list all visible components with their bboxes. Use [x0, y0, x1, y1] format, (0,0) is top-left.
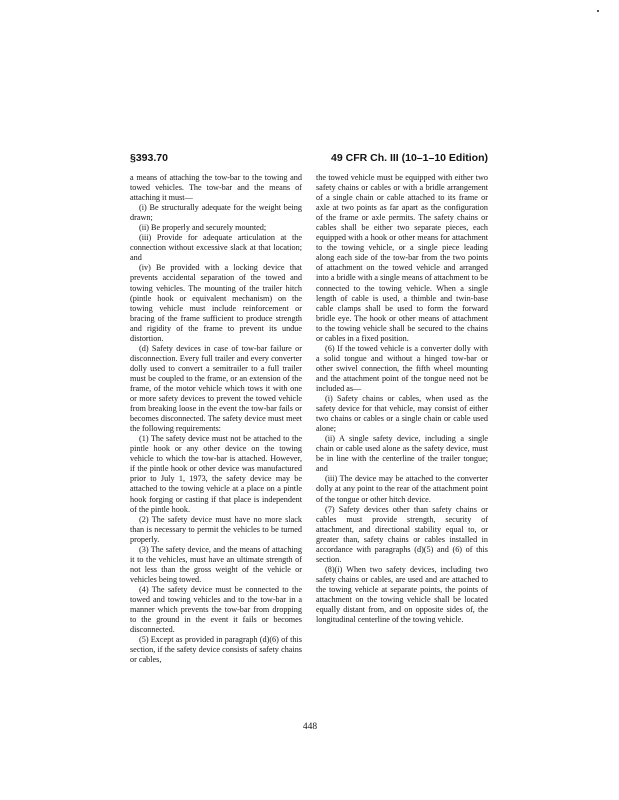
paragraph: (i) Be structurally adequate for the weight being drawn; [130, 203, 302, 223]
page-number: 448 [302, 722, 318, 732]
paragraph: (ii) A single safety device, including a single chain or cable used alone as the safety device, must be in line with the centerline of the trailer tongue; and [316, 434, 488, 474]
running-header [130, 152, 488, 168]
paragraph: (d) Safety devices in case of tow-bar failure or disconnection. Every full trailer and every converter dolly used to convert a semitrailer to a full trailer must be coupled to the frame, or an extension of the frame, of the motor vehicle which tows it with one or more safety devices to prevent the towed vehicle from breaking loose in the event the tow-bar fails or becomes disconnected. The safety device must meet the following requirements: [130, 343, 302, 434]
paragraph: (iv) Be provided with a locking device that prevents accidental separation of the towed and towing vehicles. The mounting of the trailer hitch (pintle hook or equivalent mechanism) on the towing vehicle must include reinforcement or bracing of the frame sufficient to produce strength and rigidity of the frame to prevent its undue distortion. [130, 263, 302, 343]
paragraph: (8)(i) When two safety devices, including two safety chains or cables, are used and are attached to the towing vehicle at separate points, the points of attachment on the towing vehicle shall be located equally distant from, and on opposite sides of, the longitudinal centerline of the towing vehicle. [316, 564, 488, 625]
paragraph: (4) The safety device must be connected to the towed and towing vehicles and to the tow-bar in a manner which prevents the tow-bar from dropping to the ground in the event it fails or becomes disconnected. [130, 584, 302, 635]
paragraph: (iii) Provide for adequate articulation at the connection without excessive slack at that location; and [130, 233, 302, 263]
left-column [130, 173, 302, 665]
paragraph: the towed vehicle must be equipped with either two safety chains or cables or with a bridle arrangement of a single chain or cable attached to its frame or axle at two points as far apart as the configuration of the frame or axle permits. The safety chains or cables shall be either two separate pieces, each equipped with a hook or other means for attachment to the towing vehicle, or a single piece leading along each side of the tow-bar from the two points of attachment on the towed vehicle and arranged into a bridle with a single means of attachment to be connected to the towing vehicle. When a single length of cable is used, a thimble and twin-base cable clamps shall be used to form the forward bridle eye. The hook or other means of attachment to the towing vehicle shall be secured to the chains or cables in a fixed position. [316, 173, 488, 343]
paragraph: (1) The safety device must not be attached to the pintle hook or any other device on the towing vehicle to which the tow-bar is attached. However, if the pintle hook or other device was manufactured prior to July 1, 1973, the safety device may be attached to the towing vehicle at a place on a pintle hook forging or casting if that place is independent of the pintle hook. [130, 434, 302, 514]
paragraph: (iii) The device may be attached to the converter dolly at any point to the rear of the attachment point of the tongue or other hitch device. [316, 474, 488, 504]
paragraph: a means of attaching the tow-bar to the towing and towed vehicles. The tow-bar and the means of attaching it must— [130, 173, 302, 203]
paragraph: (5) Except as provided in paragraph (d)(6) of this section, if the safety device consists of safety chains or cables, [130, 635, 302, 665]
paragraph: (7) Safety devices other than safety chains or cables must provide strength, security of attachment, and directional stability equal to, or greater than, safety chains or cables installed in accordance with paragraphs (d)(5) and (6) of this section. [316, 504, 488, 564]
right-column [316, 173, 488, 625]
cfr-edition: 49 CFR Ch. III (10–1–10 Edition) [331, 152, 488, 164]
scan-speck [597, 10, 599, 12]
paragraph: (ii) Be properly and securely mounted; [139, 223, 267, 233]
paragraph: (i) Safety chains or cables, when used as the safety device for that vehicle, may consist of either two chains or cables or a single chain or cable used alone; [316, 394, 488, 434]
section-number: §393.70 [130, 152, 168, 164]
paragraph: (2) The safety device must have no more slack than is necessary to permit the vehicles to be turned properly. [130, 514, 302, 544]
paragraph: (6) If the towed vehicle is a converter dolly with a solid tongue and without a hinged tow-bar or other swivel connection, the fifth wheel mounting and the attachment point of the tongue need not be included as— [316, 343, 488, 393]
paragraph: (3) The safety device, and the means of attaching it to the vehicles, must have an ultimate strength of not less than the gross weight of the vehicle or vehicles being towed. [130, 544, 302, 584]
